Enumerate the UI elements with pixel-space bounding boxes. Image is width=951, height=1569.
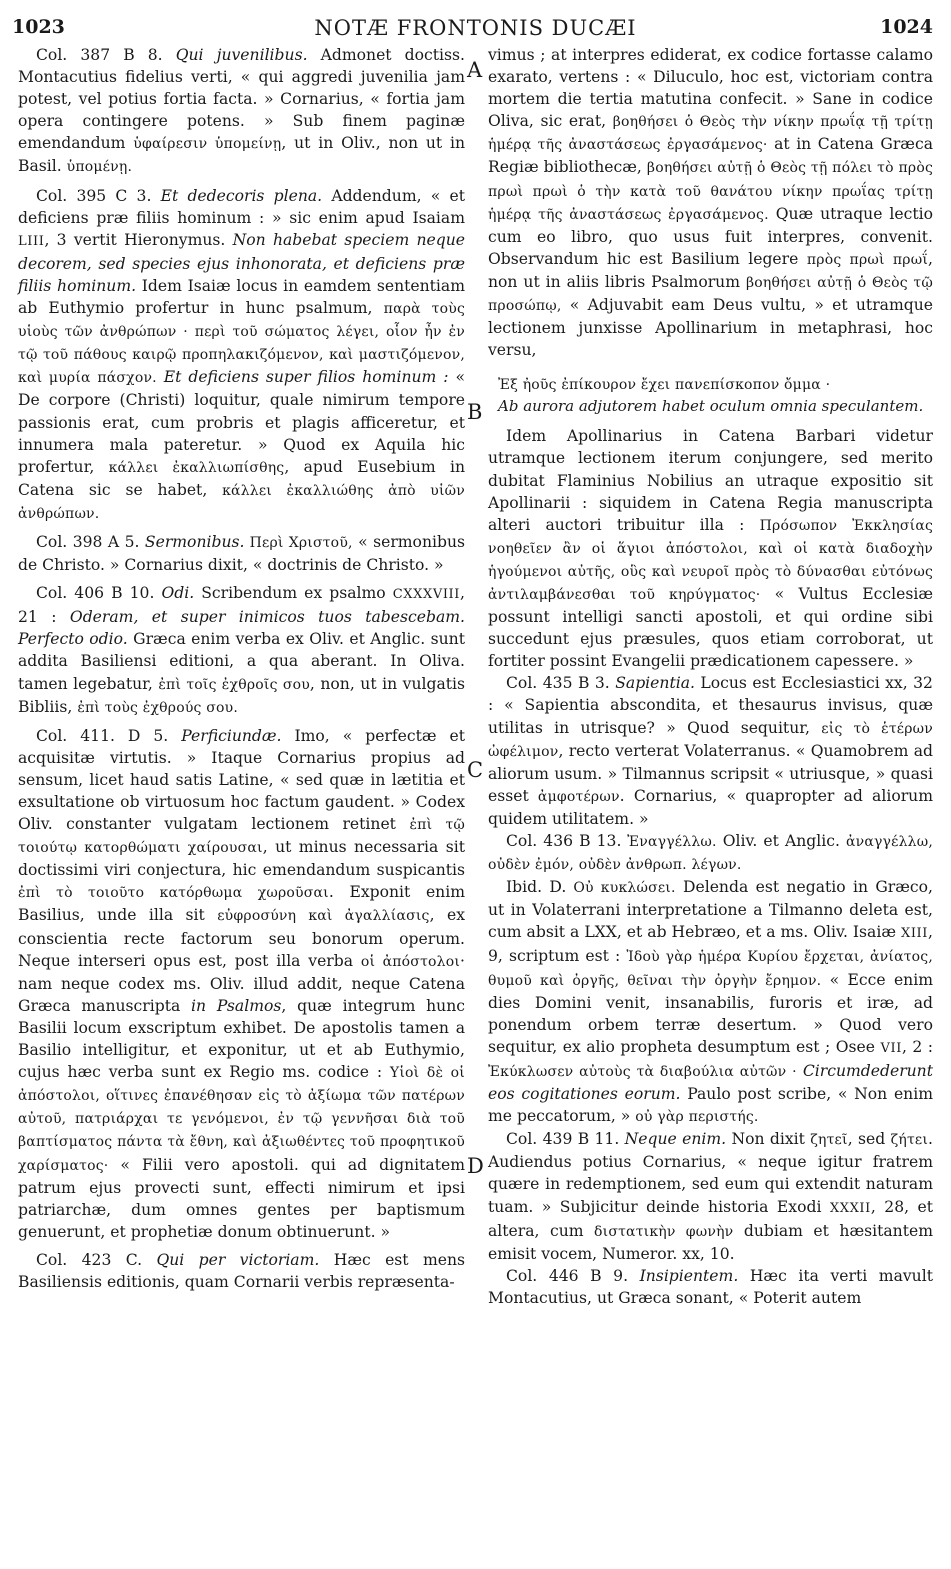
note-ref: Col. 387 B 8. [36,46,163,64]
margin-marker-d: D [467,1154,484,1178]
note-lemma: Odi. [161,584,195,603]
note-ref: Col. 423 C. [36,1250,143,1269]
note-ref: Col. 398 A 5. [36,532,140,551]
note-ref: Col. 406 B 10. [36,584,155,603]
note-col-395: Col. 395 C 3. Et dedecoris plena. Addendum, « et deficiens præ filiis hominum : » sic enim apud Isaiam LIII, 3 vertit Hieronymus. Non habebat speciem neque decorem, sed species ejus inhonorata, et deficiens præ filiis hominum. Idem Isaiæ locus in eamdem sententiam ab Euthymio profertur in hunc psalmum, παρὰ τοὺς υἱοὺς τῶν ἀνθρώπων · περὶ τοῦ σώματος λέγει, οἷον ἦν ἐν τῷ τοῦ πάθους καιρῷ προπηλακιζόμενον, καὶ μαστιζόμενον, καὶ μυρία πάσχον. Et deficiens super filios hominum : « De corpore (Christi) loquitur, quale nimirum tempore passionis erat, cum probris et plagis afficeretur, et innumera mala pateretur. » Quod ex Aquila hic profertur, κάλλει ἐκαλλιωπίσθης, apud Eusebium in Catena sic se habet, κάλλει ἐκαλλιώθης ἀπὸ υἱῶν ἀνθρώπων. [18,186,466,522]
margin-marker-c: C [467,758,484,782]
note-lemma: Insipientem. [639,1266,739,1285]
note-col-398: Col. 398 A 5. Sermonibus. Περὶ Χριστοῦ, « sermonibus de Christo. » Cornarius dixit, « doctrinis de Christo. » [18,532,466,575]
note-lemma: Qui per victoriam. [156,1250,320,1269]
note-ibid-d: Ibid. D. Οὐ κυκλώσει. Delenda est negatio in Græco, ut in Volaterrani interpretatione a Tilmanno deleta est, cum absit a LXX, et ab Hebræo, et a ms. Oliv. Isaiæ XIII, 9, scriptum est : Ἰδοὺ γὰρ ἡμέρα Κυρίου ἔρχεται, ἀνίατος, θυμοῦ καὶ ὀργῆς, θεῖναι τὴν ὀργὴν ἔρημον. « Ecce enim dies Domini venit, insanabilis, furoris et iræ, ad ponendum orbem terræ desertum. » Quod vero sequitur, ex alio propheta desumptum est ; Osee VII, 2 : Ἐκύκλωσεν αὐτοὺς τὰ διαβούλια αὐτῶν · Circumdederunt eos cogitationes eorum. Paulo post scribe, « Non enim me peccatorum, » οὐ γὰρ περιστής. [488,878,934,1126]
note-ref: Col. 436 B 13. [506,832,622,850]
running-title: NOTÆ FRONTONIS DUCÆI [314,16,637,40]
note-ref: Col. 446 B 9. [506,1266,629,1285]
note-ref: Col. 395 C 3. [36,186,152,205]
note-col-436: Col. 436 B 13. Ἐναγγέλλω. Oliv. et Anglic. ἀναγγέλλω, οὐδὲν ἐμόν, οὐδὲν ἀνθρωπ. λέγων. [488,832,933,874]
right-column [488,44,933,1309]
note-col-439: Col. 439 B 11. Neque enim. Non dixit ζητεῖ, sed ζήτει. Audiendus potius Cornarius, « neque igitur fratrem quære in redemptionem, sed eum qui extendit naturam tuam. » Subjicitur deinde historia Exodi XXXII, 28, et altera, cum διστατικὴν φωνὴν dubiam et hæsitantem emisit vocem, Numeror. xx, 10. [488,1130,934,1263]
note-col-387: Col. 387 B 8. Qui juvenilibus. Admonet doctiss. Montacutius fidelius verti, « qui aggredi juvenilia jam potest, vel potius fortia facta. » Cornarius, « fortia jam opera contingere potens. » Sub finem paginæ emendandum ὑφαίρεσιν ὑπομείνῃ, ut in Oliv., non ut in Basil. ὑπομένῃ. [18,46,465,176]
note-lemma: Qui juvenilibus. [175,46,308,64]
note-ref: Col. 411. D 5. [36,726,169,745]
note-col-435: Col. 435 B 3. Sapientia. Locus est Ecclesiastici xx, 32 : « Sapientia abscondita, et thesaurus invisus, quæ utilitas in utrisque? » Quod sequitur, εἰς τὸ ἑτέρων ὠφέλιμον, recto verterat Volaterranus. « Quamobrem ad aliorum usum. » Tilmannus scripsit « utriusque, » quasi esset ἀμφοτέρων. Cornarius, « quapropter ad aliorum quidem utilitatem. » [488,674,933,828]
note-ref: Col. 439 B 11. [506,1130,620,1149]
note-col-406: Col. 406 B 10. Odi. Scribendum ex psalmo CXXXVIII, 21 : Oderam, et super inimicos tuos tabescebam. Perfecto odio. Græca enim verba ex Oliv. et Anglic. sunt addita Basiliensi editioni, a qua aberant. In Oliva. tamen legebatur, ἐπὶ τοῖς ἐχθροῖς σου, non, ut in vulgatis Bibliis, ἐπὶ τοὺς ἐχθρούς σου. [18,584,466,716]
note-apollinarius: Idem Apollinarius in Catena Barbari videtur utramque lectionem iterum conjungere, sed merito dubitat Flaminius Nobilius an utraque expositio sit Apollinarii : siquidem in Catena Regia manuscripta alteri auctori tribuitur illa : Πρόσωπον Ἐκκλησίας νοηθεῖεν ἂν οἱ ἅγιοι ἀπόστολοι, καὶ οἱ κατὰ διαδοχὴν ἡγούμενοι αὐτῆς, οὓς καὶ νευροῖ πρὸς τὸ δύνασθαι εὐτόνως ἀντιλαμβάνεσθαι τοῦ κηρύγματος· « Vultus Ecclesiæ possunt intelligi sancti apostoli, et qui ordine sibi succedunt ejus præsules, quos etiam corroborat, ut fortiter possint Evangelii prædicationem capessere. » [488,427,934,671]
note-ref: Ibid. D. [506,878,567,897]
note-col-423: Col. 423 C. Qui per victoriam. Hæc est mens Basiliensis editionis, quam Cornarii verbis repræsenta- [18,1250,466,1291]
verse-quotation [488,375,933,417]
margin-marker-a: A [467,58,483,82]
note-lemma: Et dedecoris plena. [160,186,323,205]
margin-marker-b: B [467,400,483,424]
verse-greek: Ἐξ ἠοῦς ἐπίκουρον ἔχει πανεπίσκοπον ὄμμα · [498,377,831,394]
page-header [0,4,951,44]
note-ref: Col. 435 B 3. [506,674,610,693]
note-col-411: Col. 411. D 5. Perficiundæ. Imo, « perfectæ et acquisitæ virtutis. » Itaque Cornarius propius ad sensum, licet haud satis Latine, « sed quæ in lætitia et exsultatione ob virtuosum hoc factum gaudent. » Codex Oliv. constanter vulgatam lectionem retinet ἐπὶ τῷ τοιούτῳ κατορθώματι χαίρουσαι, ut minus necessaria sit doctissimi viri conjectura, hic emendandum suspicantis ἐπὶ τὸ τοιοῦτο κατόρθωμα χωροῦσαι. Exponit enim Basilius, unde illa sit εὐφροσύνη καὶ ἀγαλλίασις, ex conscientia recte factorum seu bonorum operum. Neque interseri opus est, post illa verba οἱ ἀπόστολοι· nam neque codex ms. Oliv. illud addit, neque Catena Græca manuscripta in Psalmos, quæ integrum hunc Basilii locum exscriptum exhibet. De apostolis tamen a Basilio intelligitur, et exponitur, ut et ab Euthymio, cujus hæc verba sunt ex Regio ms. codice : Υἱοὶ δὲ οἱ ἀπόστολοι, οἵτινες ἐπανέθησαν εἰς τὸ ἀξίωμα τῶν πατέρων αὐτοῦ, πατριάρχαι τε γενόμενοι, ἐν τῷ γεννῆσαι διὰ τοῦ βαπτίσματος πάντα τὰ ἔθνη, καὶ ἀξιωθέντες τοῦ προφητικοῦ χαρίσματος· « Filii vero apostoli. qui ad dignitatem patrum ejus provecti sunt, effecti nimirum et ipsi patriarchæ, dum omnes gentes per baptismum genuerunt, et prophetiæ donum obtinuerunt. » [18,726,466,1241]
page-number-right: 1024 [880,16,933,38]
note-lemma: Sapientia. [615,674,695,693]
note-lemma: Sermonibus. [144,532,245,551]
left-column [18,44,465,1293]
page-number-left: 1023 [12,16,65,38]
note-lemma: Neque enim. [624,1130,727,1149]
note-col-446: Col. 446 B 9. Insipientem. Hæc ita verti mavult Montacutius, ut Græca sonant, « Poterit autem [488,1266,933,1307]
note-lemma: Perficiundæ. [181,726,282,745]
note-col-423-continued: vimus ; at interpres ediderat, ex codice fortasse calamo exarato, vertens : « Diluculo, hoc est, victoriam contra mortem die tertia matutina confecit. » Sane in codice Oliva, sic erat, βοηθήσει ὁ Θεὸς τὴν νίκην πρωΐᾳ τῇ τρίτῃ ἡμέρᾳ τῆς ἀναστάσεως ἐργασάμενος· at in Catena Græca Regiæ bibliothecæ, βοηθήσει αὐτῇ ὁ Θεὸς τῇ πόλει τὸ πρὸς πρωὶ πρωὶ ὁ τὴν κατὰ τοῦ θανάτου νίκην πρωΐας τρίτῃ ἡμέρᾳ τῆς ἀναστάσεως ἐργασάμενος. Quæ utraque lectio cum eo libro, quo usus fuit interpres, convenit. Observandum hic est Basilium legere πρὸς πρωὶ πρωΐ, non ut in aliis libris Psalmorum βοηθήσει αὐτῇ ὁ Θεὸς τῷ προσώπῳ, « Adjuvabit eam Deus vultu, » et utramque lectionem junxisse Apollinarium in metaphrasi, hoc versu, [488,46,934,360]
verse-latin: Ab aurora adjutorem habet oculum omnia speculantem. [498,397,924,416]
